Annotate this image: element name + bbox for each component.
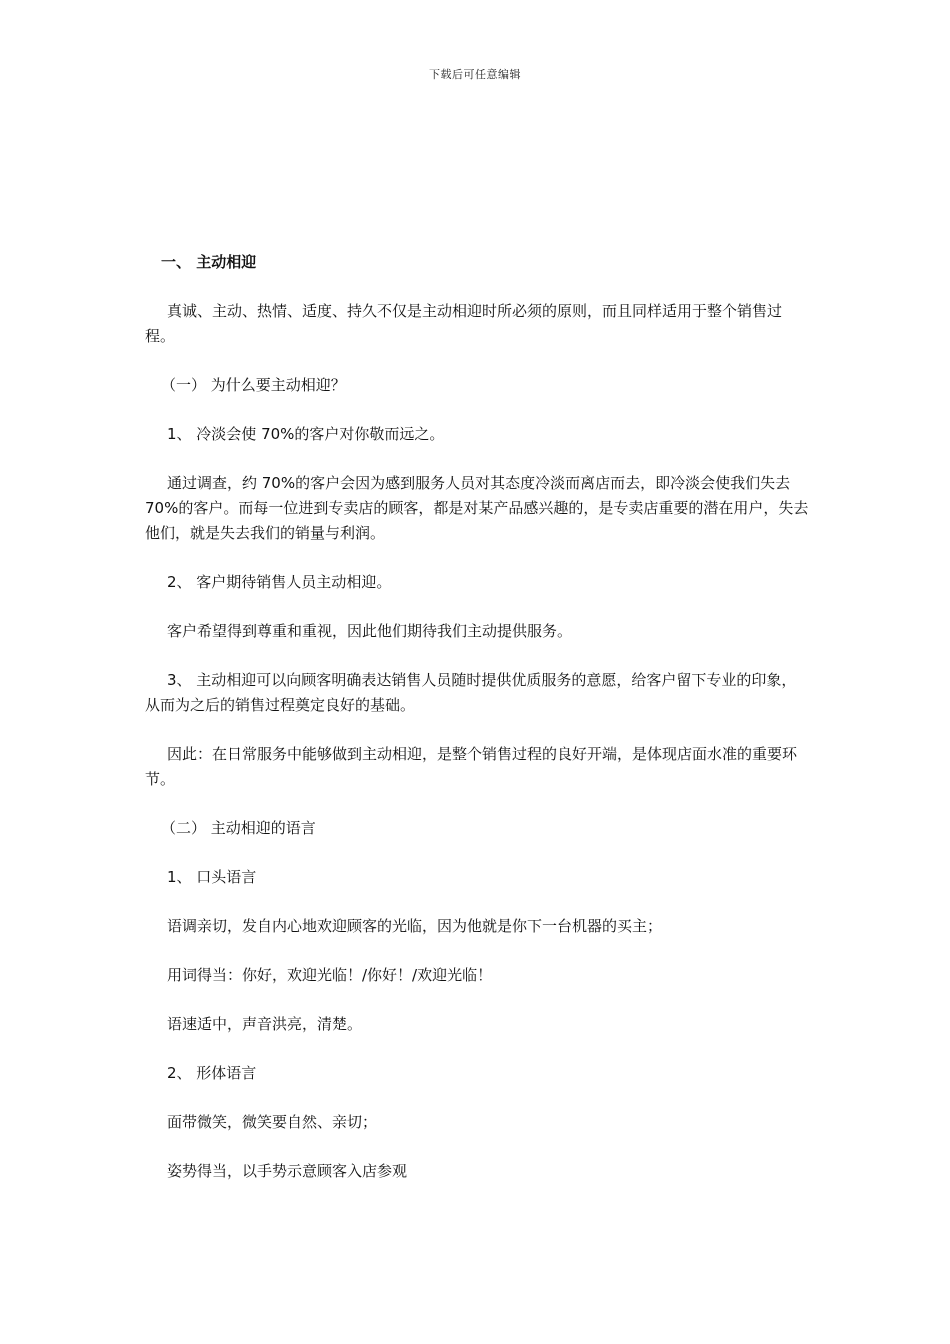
section-heading: 一、 主动相迎: [161, 253, 257, 271]
header-note: 下载后可任意编辑: [429, 68, 521, 81]
list-item-1-text: 通过调查，约 70%的客户会因为感到服务人员对其态度冷淡而离店而去，即冷淡会使我们失去 70%的客户。而每一位进到专卖店的顾客，都是对某产品感兴趣的，是专卖店重要的潜在用户，失去他们，就是失去我们的销量与利润。: [145, 474, 809, 542]
verbal-line-3: 语速适中，声音洪亮，清楚。: [167, 1015, 363, 1033]
subsection-heading-2: （二） 主动相迎的语言: [161, 819, 316, 837]
body-line-1: 面带微笑，微笑要自然、亲切；: [167, 1113, 378, 1131]
document-body: [145, 250, 810, 1208]
language-item-1: 1、 口头语言: [167, 868, 257, 886]
verbal-line-1: 语调亲切，发自内心地欢迎顾客的光临，因为他就是你下一台机器的买主；: [167, 917, 663, 935]
body-line-2: 姿势得当，以手势示意顾客入店参观: [167, 1162, 408, 1180]
list-item-3: 3、 主动相迎可以向顾客明确表达销售人员随时提供优质服务的意愿，给客户留下专业的印象，从而为之后的销售过程奠定良好的基础。: [145, 671, 797, 714]
intro-paragraph: 真诚、主动、热情、适度、持久不仅是主动相迎时所必须的原则，而且同样适用于整个销售过程。: [145, 302, 783, 345]
conclusion-paragraph: 因此：在日常服务中能够做到主动相迎，是整个销售过程的良好开端，是体现店面水准的重要环节。: [145, 745, 798, 788]
list-item-2: 2、 客户期待销售人员主动相迎。: [167, 573, 392, 591]
subsection-heading-1: （一） 为什么要主动相迎？: [161, 376, 346, 394]
list-item-2-text: 客户希望得到尊重和重视，因此他们期待我们主动提供服务。: [167, 622, 573, 640]
list-item-1: 1、 冷淡会使 70%的客户对你敬而远之。: [167, 425, 445, 443]
verbal-line-2: 用词得当：你好，欢迎光临！/你好！/欢迎光临！: [167, 966, 493, 984]
language-item-2: 2、 形体语言: [167, 1064, 257, 1082]
